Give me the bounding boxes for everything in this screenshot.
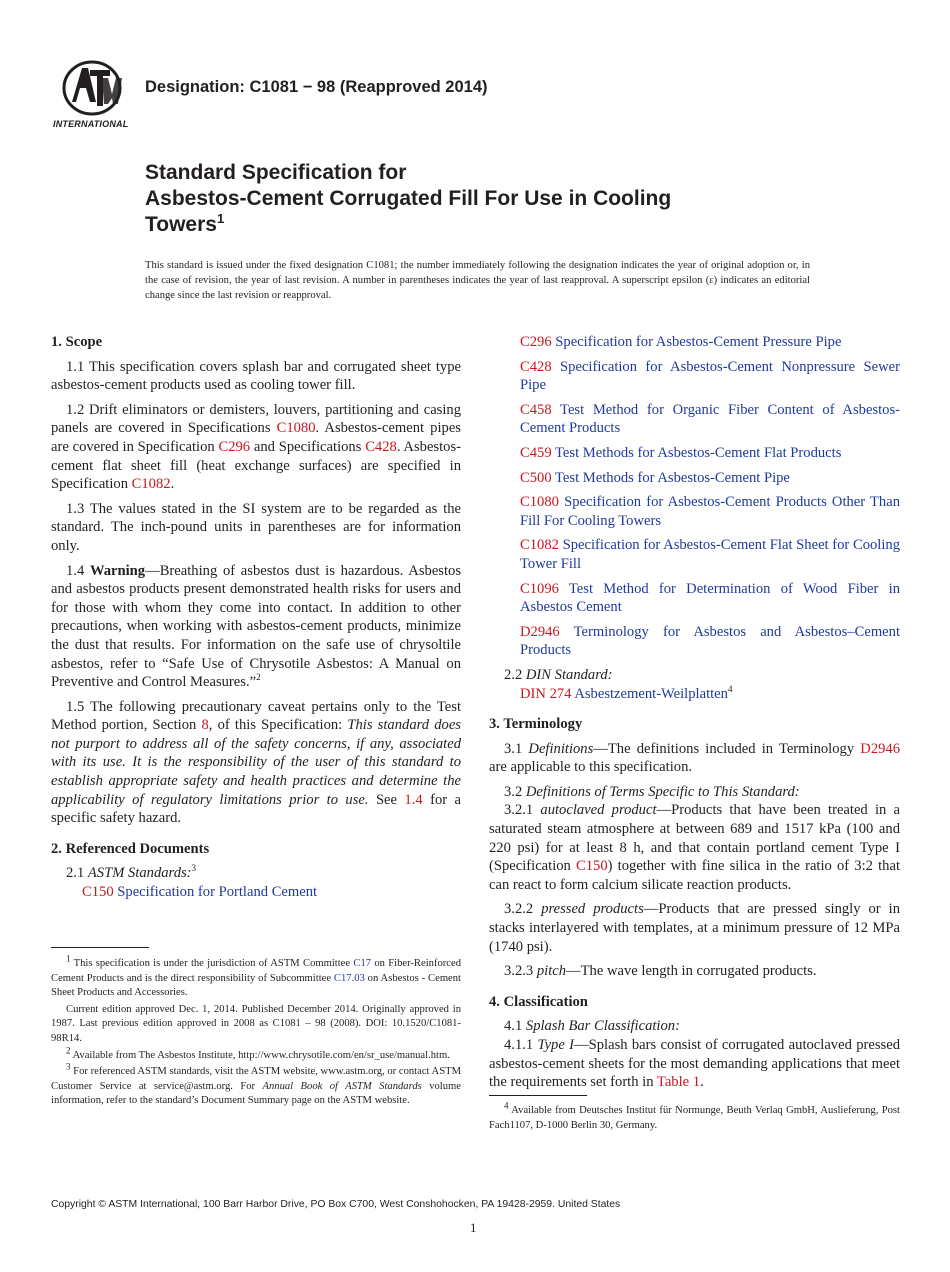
- ref-item[interactable]: [489, 493, 900, 530]
- link-table-1[interactable]: Table 1: [656, 1074, 701, 1091]
- ref-title[interactable]: Specification for Portland Cement: [117, 884, 318, 901]
- text: 3.2.1: [504, 802, 541, 819]
- text: ASTM Standards:: [87, 865, 192, 882]
- text: —Breathing of asbestos dust is hazardous. Asbestos and asbestos products present demonstrated health risks for users and for those with whom they come into contact. In addition to other precautions, when working with asbestos-cement products, minimize the dust that results. For information on the safe use of chrysoltile asbestos, refer to “Safe Use of Chrysotile Asbestos: A Manual on Preventive and Control Measures.”: [51, 562, 462, 691]
- footnote-ref: 2: [256, 672, 261, 683]
- warning-label: Warning: [89, 562, 146, 579]
- ref-code[interactable]: C458: [520, 401, 552, 418]
- ref-item[interactable]: [489, 358, 900, 395]
- para-3-2: [489, 783, 900, 802]
- footnote-ref: 4: [727, 683, 733, 694]
- text: for a specific safety hazard.: [51, 791, 461, 827]
- ref-code[interactable]: C296: [520, 334, 552, 350]
- ref-code[interactable]: DIN 274: [520, 685, 572, 702]
- footnote-mark: 1: [66, 953, 71, 964]
- right-column: [489, 333, 900, 1098]
- link-d2946[interactable]: D2946: [860, 740, 901, 757]
- ref-title[interactable]: Asbestzement-Weilplatten: [574, 685, 728, 702]
- para-3-2-1: [489, 801, 900, 894]
- section-heading-terminology: 3. Terminology: [489, 716, 583, 733]
- ref-code[interactable]: C150: [82, 884, 114, 901]
- text: , of this Specification:: [208, 717, 348, 734]
- footnote-rule-right: [489, 1095, 587, 1096]
- para-1-3: 1.3 The values stated in the SI system are to be regarded as the standard. The inch-pound units in parentheses are for information only.: [51, 500, 461, 554]
- title-line-3-text: Towers: [145, 213, 217, 236]
- footnotes-left: [51, 953, 462, 1111]
- text: are applicable to this specification.: [489, 759, 693, 776]
- link-c296[interactable]: C296: [218, 438, 251, 455]
- text: —Products that have been treated in a saturated steam atmosphere at between 689 and 1517 kPa (100 and 220 psi) for at least 8 h, and that contain portland cement Type I (Specification: [489, 802, 900, 875]
- text: . Asbestos-cement flat sheet fill (heat exchange surfaces) are specified in Specification: [51, 438, 461, 493]
- footnote-4: [489, 1100, 900, 1133]
- footnotes-right: [489, 1100, 900, 1135]
- text: 2.2: [504, 666, 526, 683]
- text: 3.2.2: [504, 901, 542, 918]
- link-c17-03[interactable]: C17.03: [333, 972, 365, 984]
- ref-code[interactable]: C1096: [520, 580, 559, 597]
- ref-code[interactable]: C1082: [520, 537, 559, 554]
- section-heading-classification: 4. Classification: [489, 993, 588, 1010]
- logo-text: INTERNATIONAL: [53, 119, 129, 129]
- text: See: [368, 791, 405, 808]
- ref-title[interactable]: Test Method for Organic Fiber Content of Asbestos-Cement Products: [520, 401, 900, 437]
- footnote-mark: 4: [504, 1100, 509, 1111]
- para-3-2-3: [489, 962, 900, 981]
- link-c1082[interactable]: C1082: [131, 476, 171, 493]
- footnote-rule-left: [51, 947, 149, 948]
- footnote-ref: 3: [191, 863, 197, 874]
- title-footnote-mark: 1: [216, 211, 225, 226]
- section-heading-referenced-documents: 2. Referenced Documents: [51, 840, 210, 857]
- text: DIN Standard:: [525, 666, 613, 683]
- ref-item[interactable]: [51, 883, 461, 902]
- text: Definitions of Terms Specific to This Standard:: [525, 783, 800, 800]
- link-c150[interactable]: C150: [576, 858, 608, 875]
- text: 1.2 Drift eliminators or demisters, louvers, partitioning and casing panels are covered in Specifications: [51, 401, 461, 437]
- ref-item[interactable]: [489, 401, 900, 438]
- ref-item[interactable]: [489, 623, 900, 660]
- text: on Asbestos - Cement Sheet Products and Accessories.: [51, 972, 462, 999]
- section-heading-scope: 1. Scope: [51, 334, 103, 350]
- text: 3.2.3: [504, 963, 537, 980]
- text: Available from Deutsches Institut für Normunge, Beuth Verlaq GmbH, Auslieferung, Post Fach1107, D-1000 Berlin 30, Germany.: [489, 1105, 900, 1131]
- text: Available from The Asbestos Institute, http://www.chrysotile.com/en/sr_use/manual.htm.: [70, 1049, 450, 1061]
- para-3-2-2: [489, 900, 900, 956]
- designation: Designation: C1081 − 98 (Reapproved 2014): [145, 78, 488, 96]
- ref-code[interactable]: C428: [520, 358, 552, 375]
- text: 1.5 The following precautionary caveat pertains only to the Test Method portion, Section: [51, 698, 461, 734]
- para-2-1: [51, 864, 461, 883]
- text: pitch: [536, 963, 567, 980]
- link-c428[interactable]: C428: [365, 438, 397, 455]
- text: Type I: [537, 1037, 575, 1053]
- ref-title[interactable]: Test Method for Determination of Wood Fiber in Asbestos Cement: [520, 580, 900, 616]
- ref-item[interactable]: [489, 536, 900, 573]
- text: 4.1.1: [504, 1037, 538, 1053]
- text: on Fiber-Reinforced Cement Products and is the direct responsibility of Subcommittee: [51, 958, 461, 984]
- footnote-1: [51, 953, 462, 1001]
- link-section-8[interactable]: 8: [201, 717, 209, 734]
- left-column: [51, 333, 461, 908]
- ref-title[interactable]: Specification for Asbestos-Cement Flat Sheet for Cooling Tower Fill: [520, 537, 900, 572]
- text: . Asbestos-cement pipes are covered in Specification: [51, 420, 461, 455]
- para-4-1-1: [489, 1036, 900, 1092]
- ref-item[interactable]: [489, 333, 900, 352]
- text: 3.1: [504, 740, 529, 757]
- ref-item[interactable]: [489, 469, 900, 488]
- text: —The definitions included in Terminology: [593, 740, 861, 757]
- text: 1.4: [66, 562, 90, 579]
- caveat-text: This standard does not purport to address all of the safety concerns, if any, associated with its use. It is the responsibility of the user of this standard to establish appropriate safety and health practices and determine the applicability of regulatory limitations prior to use.: [51, 717, 461, 808]
- ref-code[interactable]: C500: [520, 469, 552, 486]
- astm-logo: [52, 58, 136, 134]
- link-1-4[interactable]: 1.4: [404, 791, 423, 808]
- text: This specification is under the jurisdiction of ASTM Committee: [70, 958, 354, 969]
- ref-title[interactable]: Specification for Asbestos-Cement Pressure Pipe: [555, 334, 842, 350]
- ref-code[interactable]: D2946: [520, 623, 560, 640]
- text: .: [170, 476, 175, 493]
- text: and Specifications: [250, 438, 366, 455]
- text: .: [700, 1074, 704, 1091]
- footnote-2: [51, 1045, 461, 1064]
- para-4-1: [489, 1017, 900, 1036]
- issuance-notice: This standard is issued under the fixed designation C1081; the number immediately following the designation indicates the year of original adoption or, in the case of revision, the year of last revision. A number in parentheses indicates the year of last reapproval. A superscript epsilon (ε) indicates an editorial change since the last revision or reapproval.: [145, 260, 810, 301]
- text: 4.1: [504, 1018, 526, 1035]
- text: —The wave length in corrugated products.: [566, 963, 817, 980]
- page-number: 1: [470, 1220, 477, 1235]
- document-title: [145, 160, 785, 238]
- text: —Splash bars consist of corrugated autoclaved pressed asbestos-cement sheets for the most demanding applications that meet the requirements set forth in: [489, 1037, 900, 1091]
- text: —Products that are pressed singly or in stacks interlayered with templates, at a minimum pressure of 12 MPa (1740 psi).: [489, 901, 901, 955]
- ref-title[interactable]: Specification for Asbestos-Cement Nonpressure Sewer Pipe: [520, 358, 901, 394]
- ref-code[interactable]: C459: [520, 444, 552, 461]
- link-c17[interactable]: C17: [353, 958, 372, 969]
- para-2-2: [489, 666, 900, 685]
- footnote-mark: 3: [66, 1061, 71, 1072]
- para-1-4: [51, 562, 461, 692]
- text: Splash Bar Classification:: [525, 1018, 680, 1035]
- text: For referenced ASTM standards, visit the ASTM website, www.astm.org, or contact ASTM Customer Service at service@astm.org. For: [51, 1066, 461, 1092]
- ref-title[interactable]: Test Methods for Asbestos-Cement Flat Products: [555, 444, 842, 461]
- text: ) together with fine silica in the ratio of 3:2 that can react to form calcium silicate reaction products.: [489, 858, 901, 893]
- ref-title[interactable]: Specification for Asbestos-Cement Products Other Than Fill For Cooling Towers: [520, 494, 900, 529]
- footnote-3: [51, 1061, 461, 1109]
- ref-item[interactable]: [489, 444, 900, 463]
- text: pressed products: [541, 901, 644, 918]
- title-line-1: Standard Specification for: [145, 161, 407, 184]
- title-line-2: Asbestos-Cement Corrugated Fill For Use in Cooling: [145, 187, 672, 210]
- ref-item-din[interactable]: [489, 685, 900, 704]
- para-3-1: [489, 740, 900, 777]
- text: autoclaved product: [540, 802, 657, 819]
- para-1-5: [51, 698, 461, 828]
- text: 3.2: [504, 783, 526, 800]
- para-1-1: 1.1 This specification covers splash bar and corrugated sheet type asbestos-cement products used as cooling tower fill.: [51, 358, 461, 394]
- link-c1080[interactable]: C1080: [276, 420, 316, 437]
- text: Definitions: [528, 740, 594, 757]
- text: Annual Book of ASTM Standards: [262, 1080, 422, 1092]
- ref-code[interactable]: C1080: [520, 494, 559, 511]
- text: 2.1: [66, 865, 88, 882]
- ref-title[interactable]: Terminology for Asbestos and Asbestos–Cement Products: [520, 623, 901, 659]
- text: volume information, refer to the standard’s Document Summary page on the ASTM website.: [51, 1080, 461, 1107]
- title-line-3: [145, 212, 785, 238]
- ref-item[interactable]: [489, 580, 900, 617]
- footnote-1-edition: Current edition approved Dec. 1, 2014. Published December 2014. Originally approved in 1987. Last previous edition approved in 2008 as C1081 – 98 (2008). DOI: 10.1520/C1081-98R14.: [51, 1003, 461, 1044]
- copyright: Copyright © ASTM International, 100 Barr Harbor Drive, PO Box C700, West Conshohocken, PA 19428-2959. United States: [51, 1199, 621, 1210]
- ref-title[interactable]: Test Methods for Asbestos-Cement Pipe: [555, 469, 790, 486]
- para-1-2: [51, 401, 461, 494]
- footnote-mark: 2: [66, 1045, 71, 1056]
